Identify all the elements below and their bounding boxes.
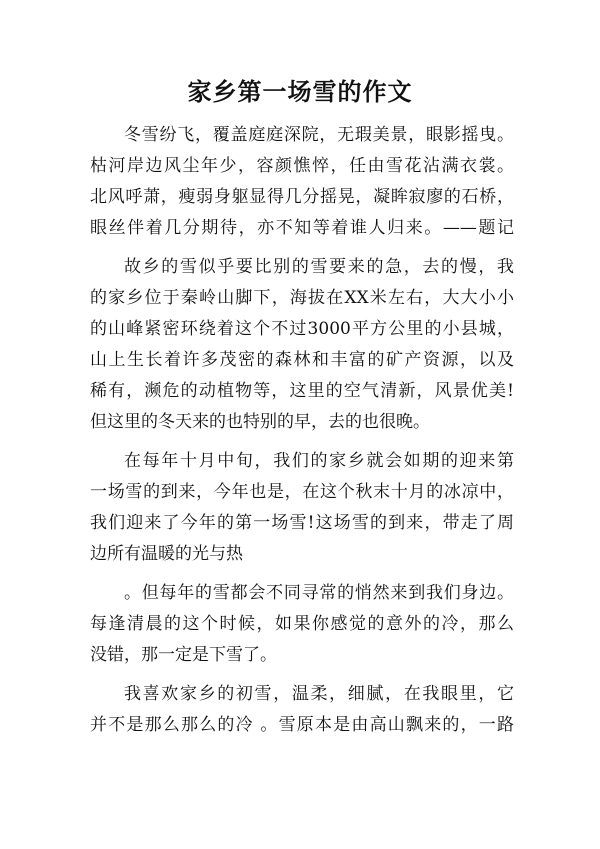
text-line: 故乡的雪似乎要比别的雪要来的急，去的慢，我 xyxy=(124,257,514,277)
document-title: 家乡第一场雪的作文 xyxy=(187,78,413,106)
text-line: 没错，那一定是下雪了。 xyxy=(90,645,277,665)
text-line: 一场雪的到来，今年也是，在这个秋末十月的冰凉中， xyxy=(90,482,514,502)
text-line: 北风呼萧，瘦弱身躯显得几分摇晃，凝眸寂廖的石桥， xyxy=(90,187,514,207)
text-line: 并不是那么那么的冷 。雪原本是由高山飘来的，一路 xyxy=(90,715,514,735)
paragraph-4 xyxy=(90,578,514,671)
text-line: 但这里的冬天来的也特别的早，去的也很晚。 xyxy=(90,412,430,432)
text-line: 的山峰紧密环绕着这个不过3000平方公里的小县城， xyxy=(90,319,514,339)
paragraph-3 xyxy=(90,446,514,570)
text-line: 在每年十月中旬，我们的家乡就会如期的迎来第 xyxy=(124,451,514,471)
text-line: 枯河岸边风尘年少，容颜憔悴，任由雪花沾满衣裳。 xyxy=(90,156,514,176)
text-line: 。但每年的雪都会不同寻常的悄然来到我们身边。 xyxy=(124,583,514,603)
paragraph-5 xyxy=(90,679,514,741)
text-line: 的家乡位于秦岭山脚下，海拔在XX米左右，大大小小 xyxy=(90,288,514,308)
text-line: 冬雪纷飞，覆盖庭庭深院，无瑕美景，眼影摇曳。 xyxy=(124,125,514,145)
paragraph-2 xyxy=(90,252,514,438)
text-line: 山上生长着许多茂密的森林和丰富的矿产资源，以及 xyxy=(90,350,514,370)
document-body xyxy=(90,120,514,749)
text-line: 我喜欢家乡的初雪，温柔，细腻，在我眼里，它 xyxy=(124,684,514,704)
text-line: 每逢清晨的这个时候，如果你感觉的意外的冷，那么 xyxy=(90,614,514,634)
text-line: 我们迎来了今年的第一场雪!这场雪的到来，带走了周 xyxy=(90,513,514,533)
text-line: 边所有温暖的光与热 xyxy=(90,544,243,564)
text-line: 眼丝伴着几分期待，亦不知等着谁人归来。——题记 xyxy=(90,218,514,238)
paragraph-1 xyxy=(90,120,514,244)
text-line: 稀有，濒危的动植物等，这里的空气清新，风景优美! xyxy=(90,381,514,401)
